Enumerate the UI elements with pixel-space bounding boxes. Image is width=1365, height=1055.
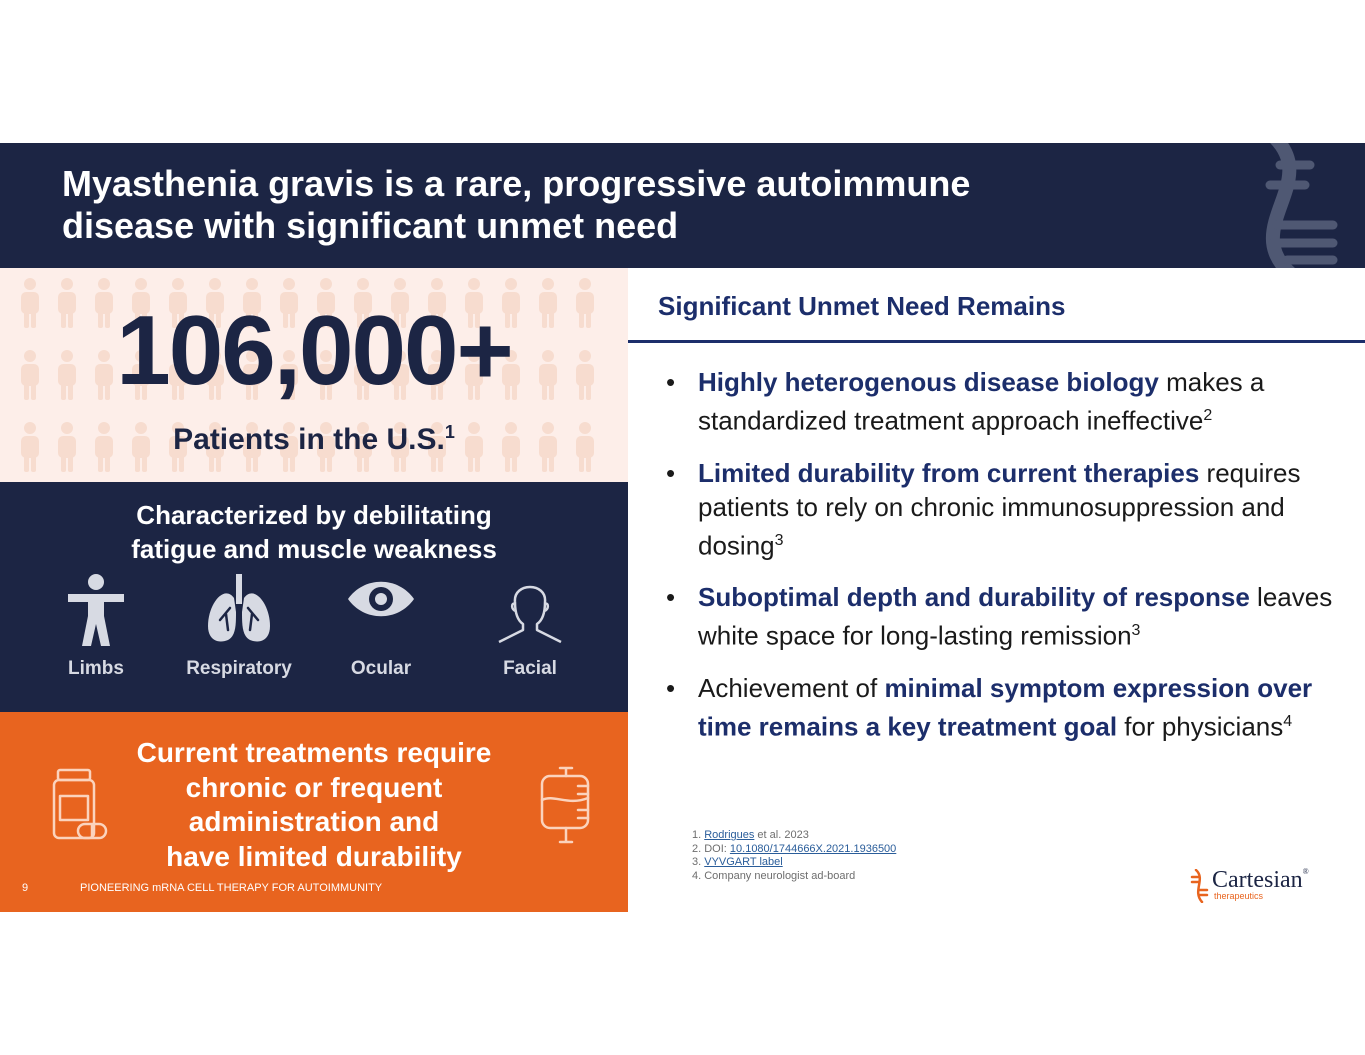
iv-bag-icon [538,766,594,846]
title-bar [0,143,1365,268]
symptom-label-ocular: Ocular [350,658,412,679]
person-icon [66,574,126,648]
bullet-4-sup: 4 [1283,712,1293,730]
bullet-4-text: for physicians [1117,711,1284,742]
logo-subtitle: therapeutics [1214,891,1264,901]
symptoms-heading-line-1: Characterized by debilitating [136,500,492,530]
unmet-need-list [666,365,1346,762]
bullet-4-bold: minimal symptom expression over time remains a key treatment goal [698,672,1313,742]
ref-1-link[interactable]: Rodrigues [704,829,755,841]
unmet-need-item [666,580,1346,653]
ocular-symptom [301,574,461,624]
bullet-4-pre: Achievement of [698,672,885,703]
ref-2-link[interactable]: 10.1080/1744666X.2021.1936500 [729,842,897,855]
treatments-panel [0,712,628,912]
footer-tagline: PIONEERING mRNA CELL THERAPY FOR AUTOIMMUNITY [80,882,383,894]
dna-helix-icon [1205,143,1365,268]
ref-1-suffix: et al. 2023 [754,829,809,841]
respiratory-symptom [159,574,319,644]
patient-count-label [0,414,628,458]
bullet-1-bold: Highly heterogenous disease biology [698,367,1159,397]
bullet-2-bold: Limited durability from current therapies [698,457,1200,488]
ref-3-prefix: 3. [692,856,705,868]
pill-bottle-icon [50,768,110,842]
unmet-need-heading: Significant Unmet Need Remains [658,291,1066,321]
symptom-label-respiratory: Respiratory [186,658,292,679]
symptoms-heading-line-2: fatigue and muscle weakness [131,534,497,564]
cartesian-logo [1190,867,1330,907]
bullet-2-sup: 3 [774,531,784,549]
unmet-need-item [666,365,1346,438]
ref-1-prefix: 1. [692,829,705,841]
title-line-1: Myasthenia gravis is a rare, progressive autoimmune [62,163,971,204]
heading-divider [628,340,1365,343]
bullet-3-sup: 3 [1131,622,1141,640]
reference-item [692,856,896,870]
slide [0,143,1365,912]
bullet-3-text: leaves white space for long-lasting remission [698,582,1333,651]
page-number: 9 [22,882,29,894]
face-icon [495,574,565,646]
reference-item [692,843,896,857]
patient-count: 106,000+ [116,295,512,405]
symptom-label-facial: Facial [503,658,557,679]
bullet-3-bold: Suboptimal depth and durability of response [698,582,1250,613]
patient-label-sup: 1 [444,422,455,442]
lungs-icon [206,574,272,644]
bullet-2-text: requires patients to rely on chronic immunosuppression and dosing [698,457,1301,561]
ref-3-link[interactable]: VYVGART label [704,856,783,868]
ref-4-prefix: 4. Company neurologist ad-board [692,869,856,882]
title-line-2: disease with significant unmet need [62,205,679,246]
bullet-1-text: makes a standardized treatment approach ineffective [698,367,1265,436]
patient-stat-panel [0,268,628,482]
treatments-line-2: chronic or frequent [185,771,443,803]
symptoms-heading [0,498,628,566]
slide-title [62,163,1162,247]
logo-name-text: Cartesian [1212,867,1303,893]
facial-symptom [450,574,610,646]
logo-registered-mark: ® [1302,867,1309,876]
eye-icon [346,574,416,624]
unmet-need-item [666,671,1346,744]
logo-wordmark [1212,867,1309,894]
references [692,829,896,883]
logo-helix-icon [1190,869,1210,903]
reference-item [692,870,896,884]
symptoms-panel [0,482,628,712]
unmet-need-item [666,456,1346,563]
reference-item [692,829,896,843]
symptom-label-limbs: Limbs [68,658,124,679]
treatments-statement [120,736,508,874]
limbs-symptom [16,574,176,648]
ref-2-prefix: 2. DOI: [692,842,730,855]
bullet-1-sup: 2 [1203,407,1213,424]
treatments-line-3: administration and [188,806,440,837]
treatments-line-4: have limited durability [166,840,462,872]
patient-label-text: Patients in the U.S. [173,423,445,456]
treatments-line-1: Current treatments require [136,737,492,768]
